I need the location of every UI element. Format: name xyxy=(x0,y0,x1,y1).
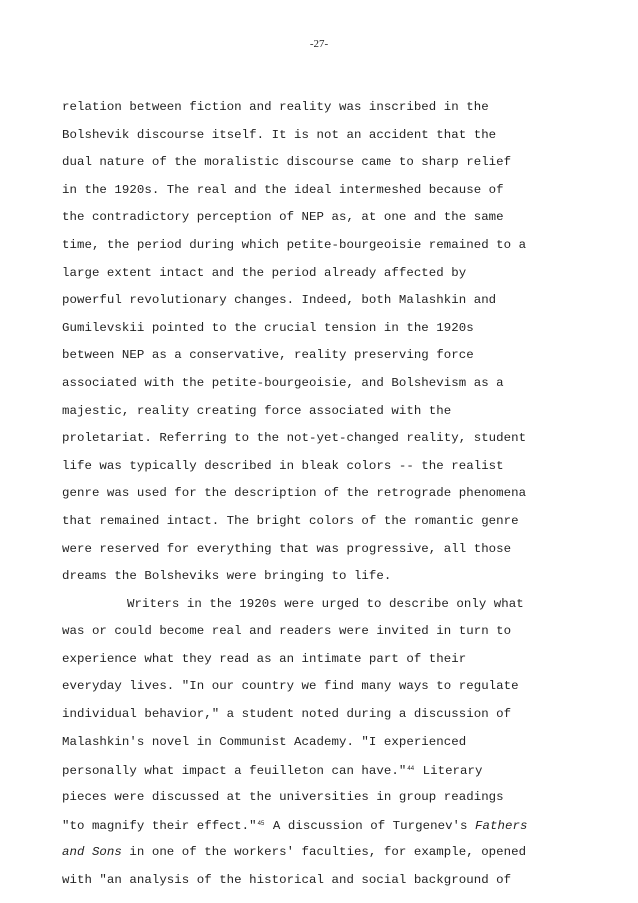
text-segment: A discussion of Turgenev's xyxy=(265,819,476,834)
footnote-marker: 45 xyxy=(257,821,265,828)
footnote-marker: 44 xyxy=(407,766,415,773)
text-line: Gumilevskii pointed to the crucial tension in the 1920s xyxy=(62,320,474,335)
text-line: majestic, reality creating force associated with the xyxy=(62,403,452,418)
text-line xyxy=(62,839,622,867)
text-line: in the 1920s. The real and the ideal intermeshed because of xyxy=(62,182,504,197)
text-segment: Literary xyxy=(415,764,483,779)
paragraph-start-line xyxy=(62,591,622,619)
book-title: Fathers xyxy=(475,819,528,834)
text-line: was or could become real and readers were invited in turn to xyxy=(62,624,512,639)
text-line: with "an analysis of the historical and social background of xyxy=(62,872,512,887)
text-line-with-footnote xyxy=(62,811,622,839)
text-line: the contradictory perception of NEP as, at one and the same xyxy=(62,210,504,225)
text-segment: in one of the workers' faculties, for example, opened xyxy=(121,845,527,860)
text-line: proletariat. Referring to the not-yet-changed reality, student xyxy=(62,431,527,446)
text-line: were reserved for everything that was progressive, all those xyxy=(62,541,512,556)
text-line: Malashkin's novel in Communist Academy. "I experienced xyxy=(62,734,467,749)
text-line: dreams the Bolsheviks were bringing to life. xyxy=(62,569,392,584)
text-line: dual nature of the moralistic discourse came to sharp relief xyxy=(62,155,512,170)
text-line: everyday lives. "In our country we find many ways to regulate xyxy=(62,679,519,694)
text-segment: personally what impact a feuilleton can have." xyxy=(62,764,407,779)
page-number: -27- xyxy=(309,38,329,50)
text-line: relation between fiction and reality was inscribed in the xyxy=(62,100,489,114)
body-text xyxy=(62,94,622,894)
text-line: pieces were discussed at the universities in group readings xyxy=(62,789,504,804)
text-line: individual behavior," a student noted during a discussion of xyxy=(62,707,512,722)
text-segment: Writers in the 1920s were urged to describe only what xyxy=(127,596,524,611)
text-line: Bolshevik discourse itself. It is not an accident that the xyxy=(62,127,497,142)
text-line: time, the period during which petite-bourgeoisie remained to a xyxy=(62,237,527,252)
text-line: associated with the petite-bourgeoisie, and Bolshevism as a xyxy=(62,375,504,390)
text-line: life was typically described in bleak colors -- the realist xyxy=(62,458,504,473)
text-line: that remained intact. The bright colors of the romantic genre xyxy=(62,513,519,528)
text-line: powerful revolutionary changes. Indeed, both Malashkin and xyxy=(62,293,497,308)
text-line: experience what they read as an intimate part of their xyxy=(62,651,467,666)
text-segment: "to magnify their effect." xyxy=(62,819,257,834)
text-line-with-footnote xyxy=(62,756,622,784)
book-title: and Sons xyxy=(62,845,122,860)
text-line: genre was used for the description of the retrograde phenomena xyxy=(62,486,527,501)
text-line: between NEP as a conservative, reality preserving force xyxy=(62,348,474,363)
text-line: large extent intact and the period already affected by xyxy=(62,265,467,280)
